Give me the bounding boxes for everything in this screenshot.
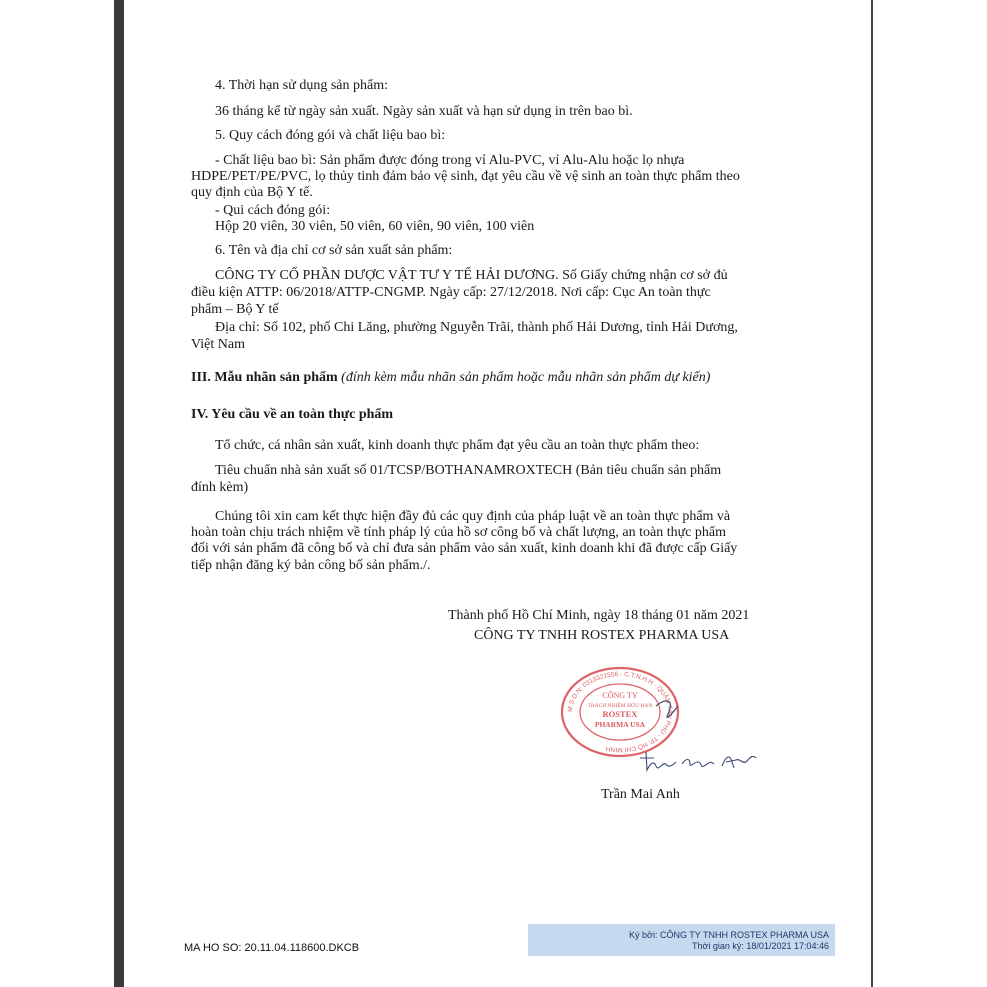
section-iv-heading: IV. Yêu cầu về an toàn thực phẩm [191,407,394,422]
viewer-background-right [871,0,987,987]
section-4-title: 4. Thời hạn sử dụng sản phẩm: [215,78,388,93]
commitment-line-4: tiếp nhận đăng ký bản công bố sản phẩm./. [191,558,431,573]
stamp-text-3: ROSTEX [602,709,638,719]
stamp-text-1: CÔNG TY [602,691,638,700]
section-3-note: (đính kèm mẫu nhãn sản phẩm hoặc mẫu nhãn sản phẩm dự kiến) [341,370,711,385]
section-5-packing-body: Hộp 20 viên, 30 viên, 50 viên, 60 viên, 90 viên, 100 viên [215,219,535,234]
section-6-company-line-2: điều kiện ATTP: 06/2018/ATTP-CNGMP. Ngày cấp: 27/12/2018. Nơi cấp: Cục An toàn thực [191,285,711,300]
commitment-line-3: đối với sản phẩm đã công bố và chỉ đưa sản phẩm vào sản xuất, kinh doanh khi đã được cấp Giấy [191,541,738,556]
section-5-title: 5. Quy cách đóng gói và chất liệu bao bì: [215,128,446,143]
stamp-text-2: TRÁCH NHIỆM HỮU HẠN [587,703,653,709]
section-3-heading-line [191,370,710,386]
section-iv-standard-line-2: đính kèm) [191,480,249,495]
handwritten-signature [638,692,764,776]
section-iv-intro: Tổ chức, cá nhân sản xuất, kinh doanh thực phẩm đạt yêu cầu an toàn thực phẩm theo: [215,438,700,453]
place-date: Thành phố Hồ Chí Minh, ngày 18 tháng 01 năm 2021 [448,608,750,623]
section-6-address-line-2: Việt Nam [191,337,245,352]
document-code: MA HO SO: 20.11.04.118600.DKCB [184,942,360,954]
section-5-material-line-1: - Chất liệu bao bì: Sản phẩm được đóng trong vỉ Alu-PVC, vỉ Alu-Alu hoặc lọ nhựa [215,153,685,168]
stamp-text-4: PHARMA USA [594,720,646,729]
signed-by: Ký bởi: CÔNG TY TNHH ROSTEX PHARMA USA [629,930,829,940]
section-6-company-line-1: CÔNG TY CỔ PHẦN DƯỢC VẬT TƯ Y TẾ HẢI DƯƠNG. Số Giấy chứng nhận cơ sở đủ [215,268,728,283]
signing-company: CÔNG TY TNHH ROSTEX PHARMA USA [474,628,730,643]
signer-name: Trần Mai Anh [601,787,680,802]
section-iv-standard-line-1: Tiêu chuẩn nhà sản xuất số 01/TCSP/BOTHANAMROXTECH (Bản tiêu chuẩn sản phẩm [215,463,722,478]
section-6-title: 6. Tên và địa chỉ cơ sở sản xuất sản phẩm: [215,243,453,258]
viewer-background-left [0,0,118,987]
section-3-heading: III. Mẫu nhãn sản phẩm [191,370,338,385]
section-5-material-line-3: quy định của Bộ Y tế. [191,185,313,200]
section-6-address-line-1: Địa chỉ: Số 102, phố Chi Lăng, phường Nguyễn Trãi, thành phố Hải Dương, tỉnh Hải Dương, [215,320,738,335]
page-right-border [871,0,873,987]
section-5-material-line-2: HDPE/PET/PE/PVC, lọ thủy tinh đảm bảo vệ sinh, đạt yêu cầu về vệ sinh an toàn thực phẩm theo [191,169,740,184]
digital-signature-box [528,924,835,956]
commitment-line-1: Chúng tôi xin cam kết thực hiện đầy đủ các quy định của pháp luật về an toàn thực phẩm và [215,509,731,524]
commitment-line-2: hoàn toàn chịu trách nhiệm về tính pháp lý của hồ sơ công bố và chất lượng, an toàn thực phẩm [191,525,727,540]
stamp-ring-text: M.S.D.N: 0313321556 - C.T.N.H.H · QUẬN TÂN PHÚ - TP. HỒ CHÍ MINH [566,670,674,754]
signed-time: Thời gian ký: 18/01/2021 17:04:46 [692,941,829,951]
section-5-packing-title: - Qui cách đóng gói: [215,203,331,218]
section-4-body: 36 tháng kể từ ngày sản xuất. Ngày sản xuất và hạn sử dụng in trên bao bì. [215,104,633,119]
viewer-divider [114,0,124,987]
section-6-company-line-3: phẩm – Bộ Y tế [191,302,279,317]
